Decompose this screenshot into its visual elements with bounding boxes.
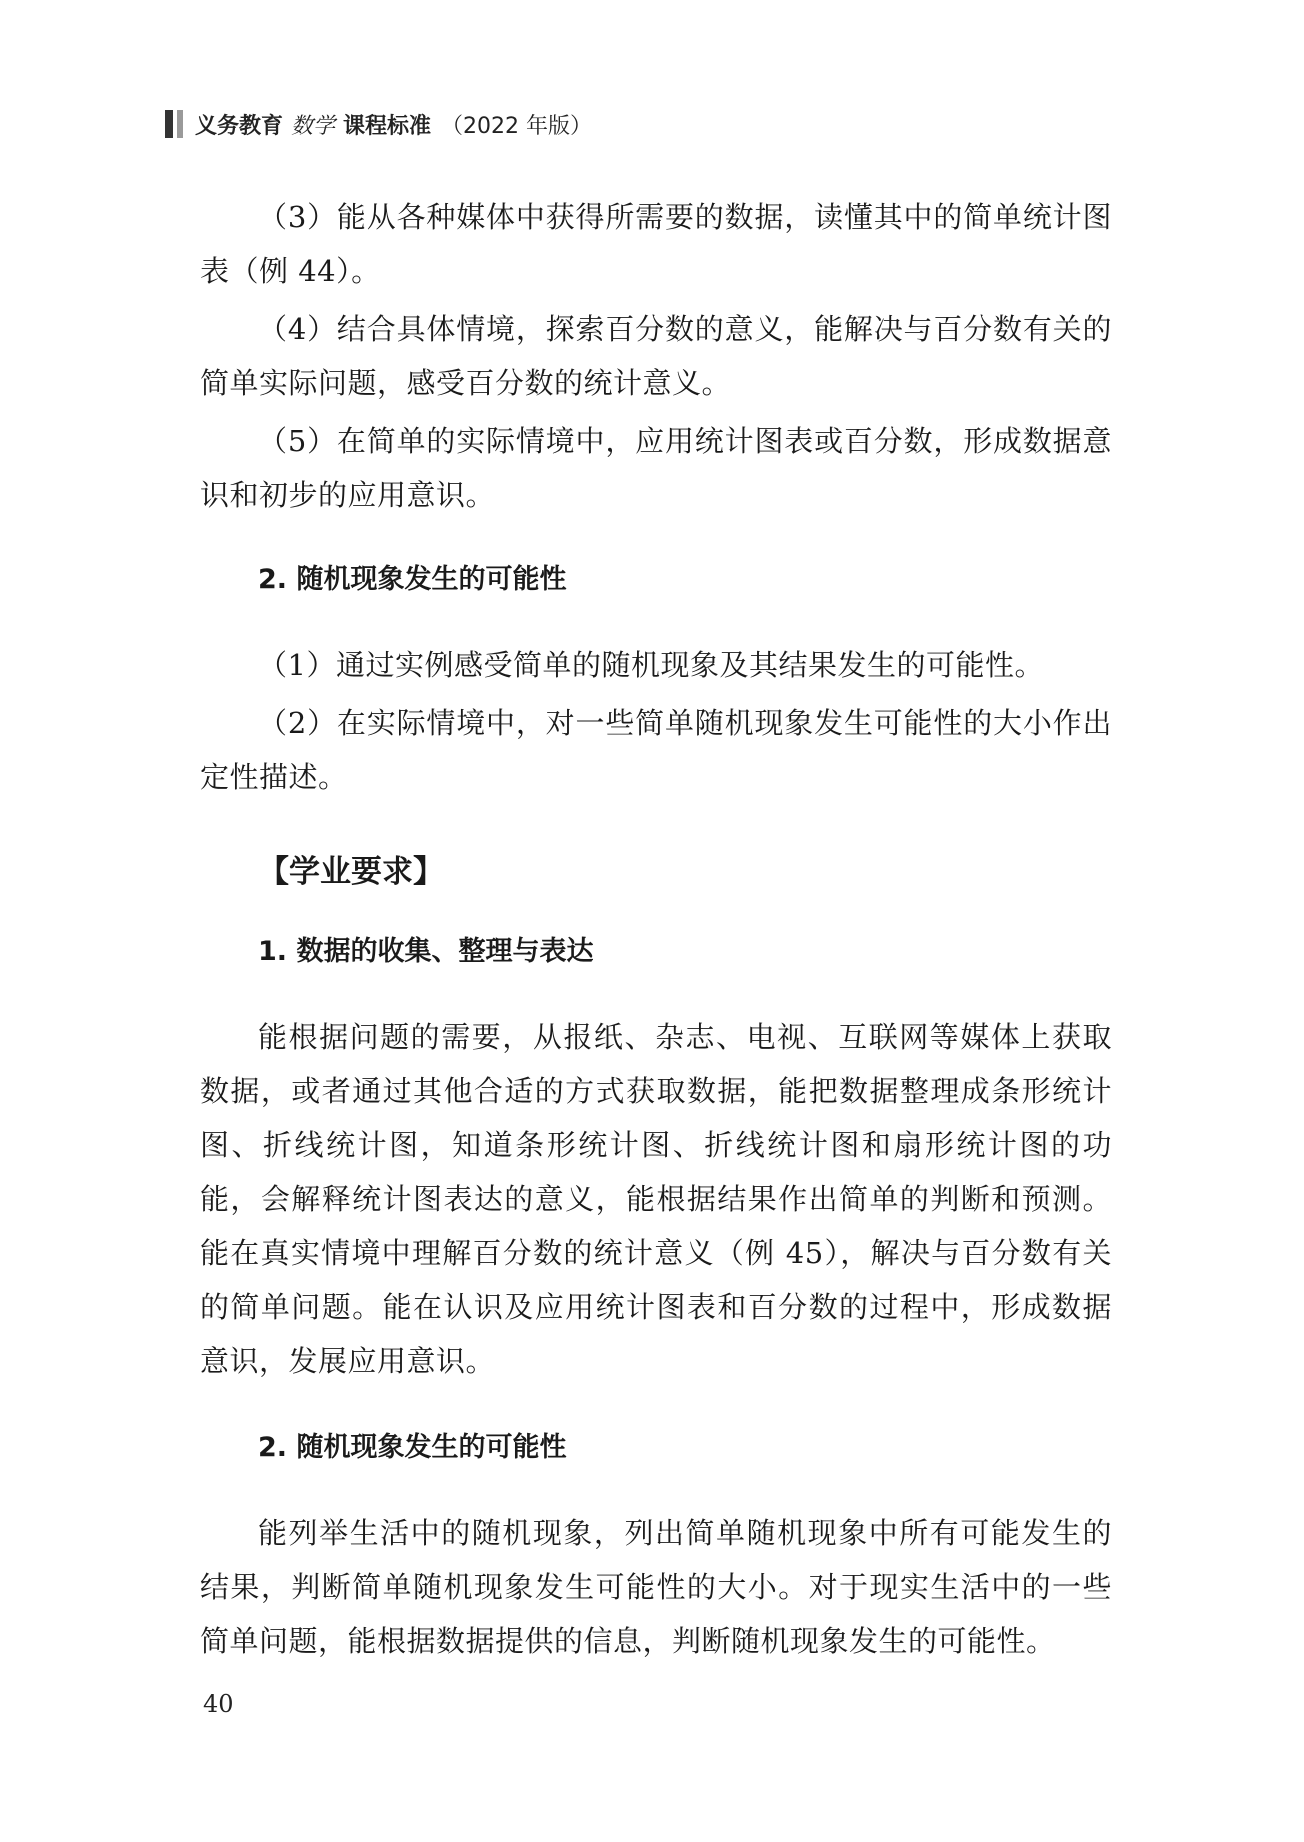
section-heading: 2. 随机现象发生的可能性	[258, 564, 567, 595]
header-edition: （2022 年版）	[441, 113, 593, 139]
header-title-main: 义务教育	[195, 113, 284, 139]
paragraph: 能列举生活中的随机现象，列出简单随机现象中所有可能发生的结果，判断简单随机现象发生可能性的大小。对于现实生活中的一些简单问题，能根据数据提供的信息，判断随机现象发生的可能性。	[200, 1516, 1112, 1658]
paragraph: （4）结合具体情境，探索百分数的意义，能解决与百分数有关的简单实际问题，感受百分数的统计意义。	[200, 312, 1112, 400]
chapter-heading: 【学业要求】	[258, 854, 444, 890]
paragraph: （1）通过实例感受简单的随机现象及其结果发生的可能性。	[258, 648, 1044, 682]
paragraph: （2）在实际情境中，对一些简单随机现象发生可能性的大小作出定性描述。	[200, 706, 1112, 794]
section-heading: 2. 随机现象发生的可能性	[258, 1432, 567, 1463]
page-number: 40	[203, 1690, 234, 1718]
page-content	[200, 190, 1112, 1668]
header-bar-icon	[165, 110, 183, 138]
header-title-sub: 数学	[291, 113, 336, 139]
paragraph: （5）在简单的实际情境中，应用统计图表或百分数，形成数据意识和初步的应用意识。	[200, 424, 1112, 512]
paragraph: 能根据问题的需要，从报纸、杂志、电视、互联网等媒体上获取数据，或者通过其他合适的方式获取数据，能把数据整理成条形统计图、折线统计图，知道条形统计图、折线统计图和扇形统计图的功能，会解释统计图表达的意义，能根据结果作出简单的判断和预测。能在真实情境中理解百分数的统计意义（例 45），解决与百分数有关的简单问题。能在认识及应用统计图表和百分数的过程中，形成数据意识，发展应用意识。	[200, 1020, 1112, 1378]
running-header	[165, 104, 592, 144]
paragraph: （3）能从各种媒体中获得所需要的数据，读懂其中的简单统计图表（例 44）。	[200, 200, 1112, 288]
section-heading: 1. 数据的收集、整理与表达	[258, 936, 594, 967]
header-title-rest: 课程标准	[343, 113, 432, 139]
